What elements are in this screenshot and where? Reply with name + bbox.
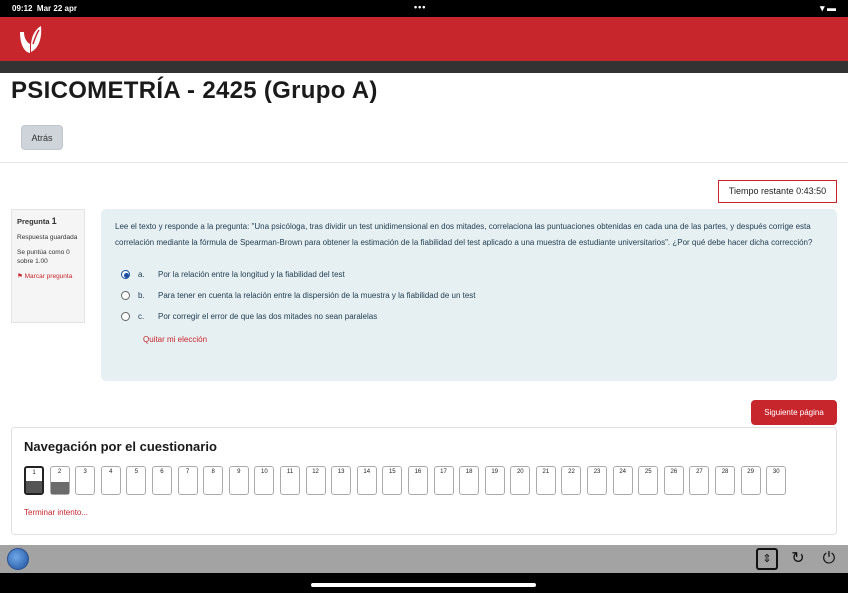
power-icon[interactable]: ⏻	[822, 550, 836, 567]
flag-question-link[interactable]: ⚑ Marcar pregunta	[17, 273, 73, 280]
quiz-nav-button-6[interactable]: 6	[152, 466, 172, 495]
question-state: Respuesta guardada	[17, 234, 78, 241]
expand-icon[interactable]: ⇕	[756, 548, 778, 570]
quiz-nav-button-8[interactable]: 8	[203, 466, 223, 495]
quiz-nav-button-1[interactable]: 1	[24, 466, 44, 495]
answer-text: Para tener en cuenta la relación entre la dispersión de la muestra y la fiabilidad de un test	[158, 291, 476, 300]
quiz-navigation	[11, 427, 837, 535]
question-info	[11, 209, 85, 323]
quiz-nav-button-5[interactable]: 5	[126, 466, 146, 495]
quiz-nav-button-26[interactable]: 26	[664, 466, 684, 495]
radio-b[interactable]	[121, 291, 130, 300]
answer-option-a[interactable]: a. Por la relación entre la longitud y la fiabilidad del test	[121, 264, 823, 285]
answer-text: Por la relación entre la longitud y la fiabilidad del test	[158, 270, 345, 279]
quiz-nav-button-17[interactable]: 17	[434, 466, 454, 495]
home-area	[0, 573, 848, 593]
question-text: Lee el texto y responde a la pregunta: "Una psicóloga, tras dividir un test unidimensional en dos mitades, correlaciona las puntuaciones obtenidas en cada una de las partes, y después corrige esta correlación mediante la fórmula de Spearman-Brown para obtener la estimación de la fiabilidad del test aplicado a una muestra de estudiante universitarios". ¿Por qué debe hacer dicha corrección?	[115, 222, 813, 247]
question-number-label: Pregunta 1	[17, 216, 57, 226]
back-button[interactable]: Atrás	[21, 125, 63, 150]
refresh-icon[interactable]: ↻	[791, 550, 805, 567]
quiz-nav-button-27[interactable]: 27	[689, 466, 709, 495]
bottom-toolbar	[0, 545, 848, 573]
quiz-nav-button-15[interactable]: 15	[382, 466, 402, 495]
time-remaining: Tiempo restante 0:43:50	[718, 180, 837, 203]
radio-a[interactable]	[121, 270, 130, 279]
answered-indicator	[26, 481, 42, 493]
quiz-nav-button-2[interactable]: 2	[50, 466, 70, 495]
status-indicators: ▾ ▬	[819, 3, 836, 13]
quiz-nav-button-24[interactable]: 24	[613, 466, 633, 495]
site-header	[0, 17, 848, 61]
page-title: PSICOMETRÍA - 2425 (Grupo A)	[11, 77, 378, 104]
quiz-nav-button-7[interactable]: 7	[178, 466, 198, 495]
quiz-nav-button-4[interactable]: 4	[101, 466, 121, 495]
quiz-nav-button-25[interactable]: 25	[638, 466, 658, 495]
answered-indicator	[51, 482, 69, 494]
answer-option-b[interactable]: b. Para tener en cuenta la relación entre la dispersión de la muestra y la fiabilidad de un test	[121, 285, 823, 306]
globe-icon[interactable]	[7, 548, 29, 570]
finish-attempt-link[interactable]: Terminar intento...	[24, 508, 89, 517]
quiz-nav-button-14[interactable]: 14	[357, 466, 377, 495]
quiz-nav-button-12[interactable]: 12	[306, 466, 326, 495]
status-time: 09:12 Mar 22 apr	[12, 4, 77, 13]
radio-c[interactable]	[121, 312, 130, 321]
answer-option-c[interactable]: c. Por corregir el error de que las dos mitades no sean paralelas	[121, 306, 823, 327]
quiz-nav-button-10[interactable]: 10	[254, 466, 274, 495]
quiz-nav-button-20[interactable]: 20	[510, 466, 530, 495]
leaf-logo-icon[interactable]	[14, 22, 46, 56]
next-page-button[interactable]: Siguiente página	[751, 400, 837, 425]
answer-text: Por corregir el error de que las dos mitades no sean paralelas	[158, 312, 378, 321]
quiz-nav-button-13[interactable]: 13	[331, 466, 351, 495]
divider	[0, 162, 848, 163]
quiz-nav-button-3[interactable]: 3	[75, 466, 95, 495]
quiz-navigation-title: Navegación por el cuestionario	[24, 439, 217, 454]
quiz-nav-button-19[interactable]: 19	[485, 466, 505, 495]
quiz-nav-button-30[interactable]: 30	[766, 466, 786, 495]
quiz-nav-button-23[interactable]: 23	[587, 466, 607, 495]
clear-choice-link[interactable]: Quitar mi elección	[143, 335, 208, 344]
quiz-nav-button-22[interactable]: 22	[561, 466, 581, 495]
quiz-navigation-buttons	[24, 466, 792, 495]
question-score: Se puntúa como 0 sobre 1.00	[17, 249, 70, 265]
flag-icon: ⚑	[17, 273, 23, 280]
quiz-nav-button-16[interactable]: 16	[408, 466, 428, 495]
home-indicator[interactable]	[311, 583, 536, 587]
header-divider	[0, 61, 848, 73]
quiz-nav-button-18[interactable]: 18	[459, 466, 479, 495]
question-content	[101, 209, 837, 381]
ios-status-bar	[0, 0, 848, 17]
quiz-nav-button-28[interactable]: 28	[715, 466, 735, 495]
quiz-nav-button-11[interactable]: 11	[280, 466, 300, 495]
quiz-nav-button-9[interactable]: 9	[229, 466, 249, 495]
quiz-nav-button-29[interactable]: 29	[741, 466, 761, 495]
multitask-dots[interactable]: •••	[414, 2, 427, 12]
quiz-nav-button-21[interactable]: 21	[536, 466, 556, 495]
answer-list	[121, 264, 823, 327]
